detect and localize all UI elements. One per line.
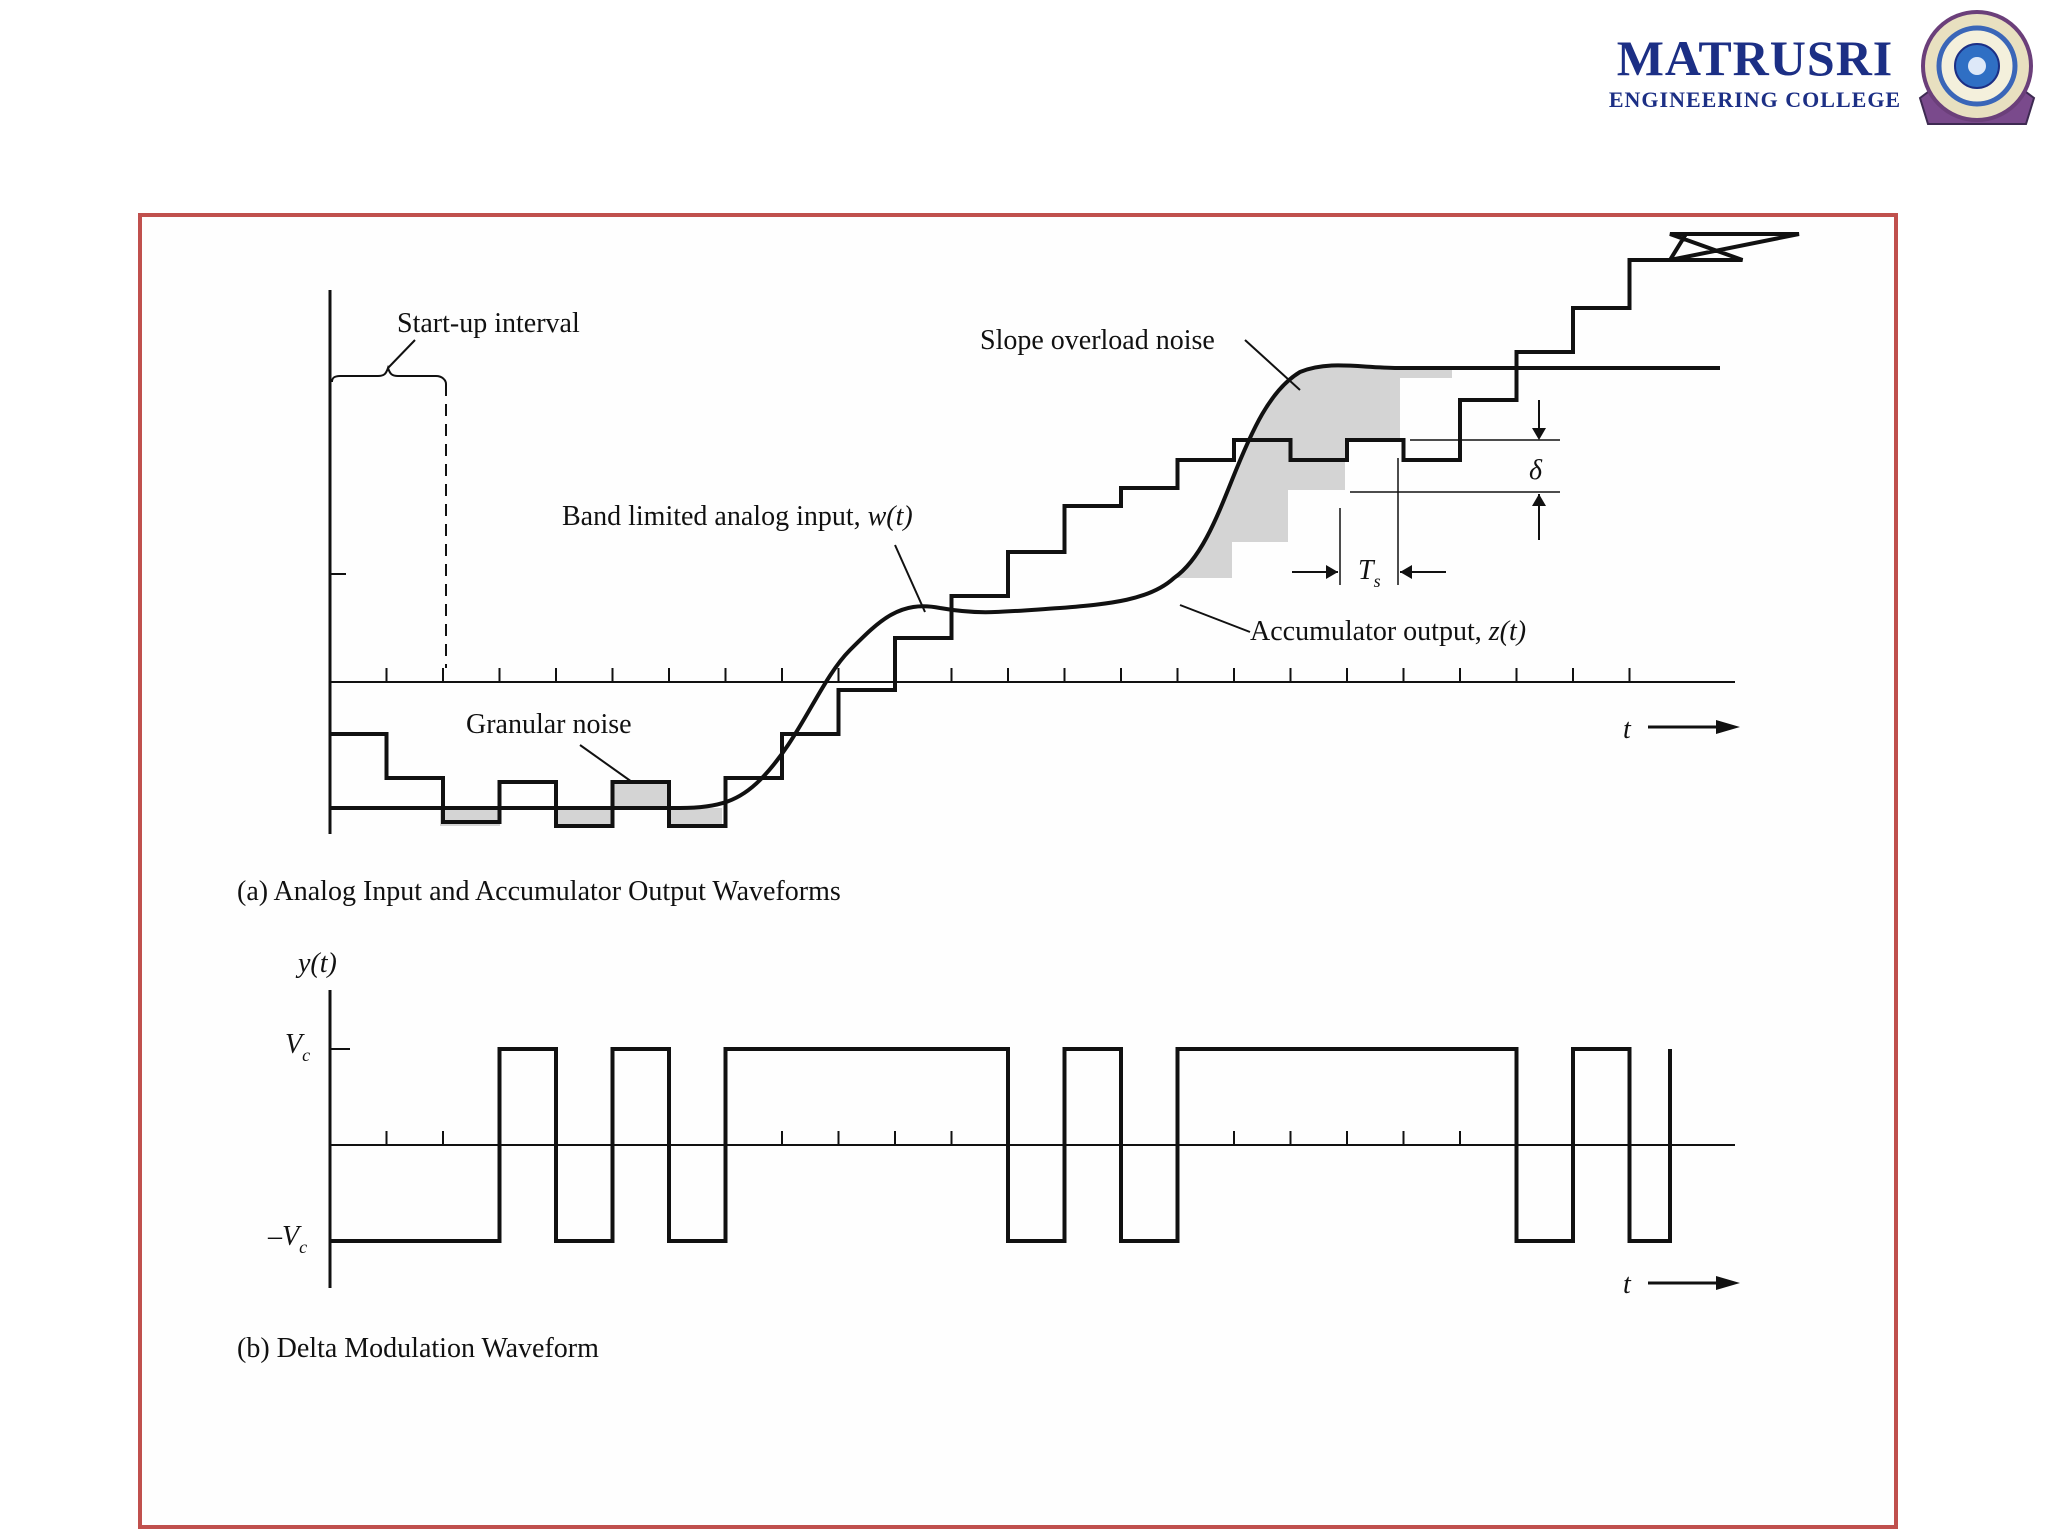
college-name: MATRUSRI [1616,30,1894,86]
vc-positive-subscript: c [302,1045,311,1065]
granular-noise-label: Granular noise [466,709,632,740]
vc-positive-V: V [285,1029,303,1060]
analog-input-label [562,501,913,532]
vc-negative-V: –V [268,1221,300,1252]
waveform-panel-b [330,990,1740,1290]
slope-overload-leader [1245,340,1300,390]
accumulator-output-label-text: Accumulator output, [1250,616,1489,647]
sample-period-subscript: s [1373,571,1381,591]
caption-a: (a) Analog Input and Accumulator Output Waveforms [237,876,841,907]
analog-input-symbol: w(t) [867,501,913,532]
time-axis-label-b: t [1623,1269,1631,1300]
analog-input-curve [330,365,1720,808]
ts-arrowhead-left [1326,565,1338,579]
time-axis-label-a: t [1623,714,1631,745]
analog-input-leader [895,545,925,612]
time-arrowhead-b [1716,1276,1740,1290]
slope-overload-label: Slope overload noise [980,325,1215,356]
college-subtitle: ENGINEERING COLLEGE [1608,87,1902,112]
analog-input-label-text: Band limited analog input, [562,501,868,532]
delta-step-symbol: δ [1529,455,1543,486]
accumulator-output-symbol: z(t) [1488,616,1527,647]
caption-b: (b) Delta Modulation Waveform [237,1333,599,1364]
startup-interval-label: Start-up interval [397,308,580,339]
sample-period-T: T [1358,555,1374,586]
startup-bracket [332,368,446,384]
granular-noise-region [612,782,668,808]
startup-leader [388,340,415,368]
delta-arrowhead-down [1532,428,1546,440]
sample-period-symbol [1358,555,1381,591]
granular-noise-leader [580,745,632,782]
vc-positive-label [285,1029,310,1065]
granular-noise-region [556,808,612,826]
time-arrowhead-a [1716,720,1740,734]
slope-overload-region [1174,366,1452,578]
accumulator-leader [1180,605,1250,632]
delta-arrowhead-up [1532,494,1546,506]
accumulator-output-label [1250,616,1526,647]
granular-noise-region [668,808,722,826]
y-axis-label-b: y(t) [298,948,337,979]
vc-negative-label [267,1221,307,1257]
ts-arrowhead-right [1400,565,1412,579]
vc-negative-subscript: c [299,1237,308,1257]
